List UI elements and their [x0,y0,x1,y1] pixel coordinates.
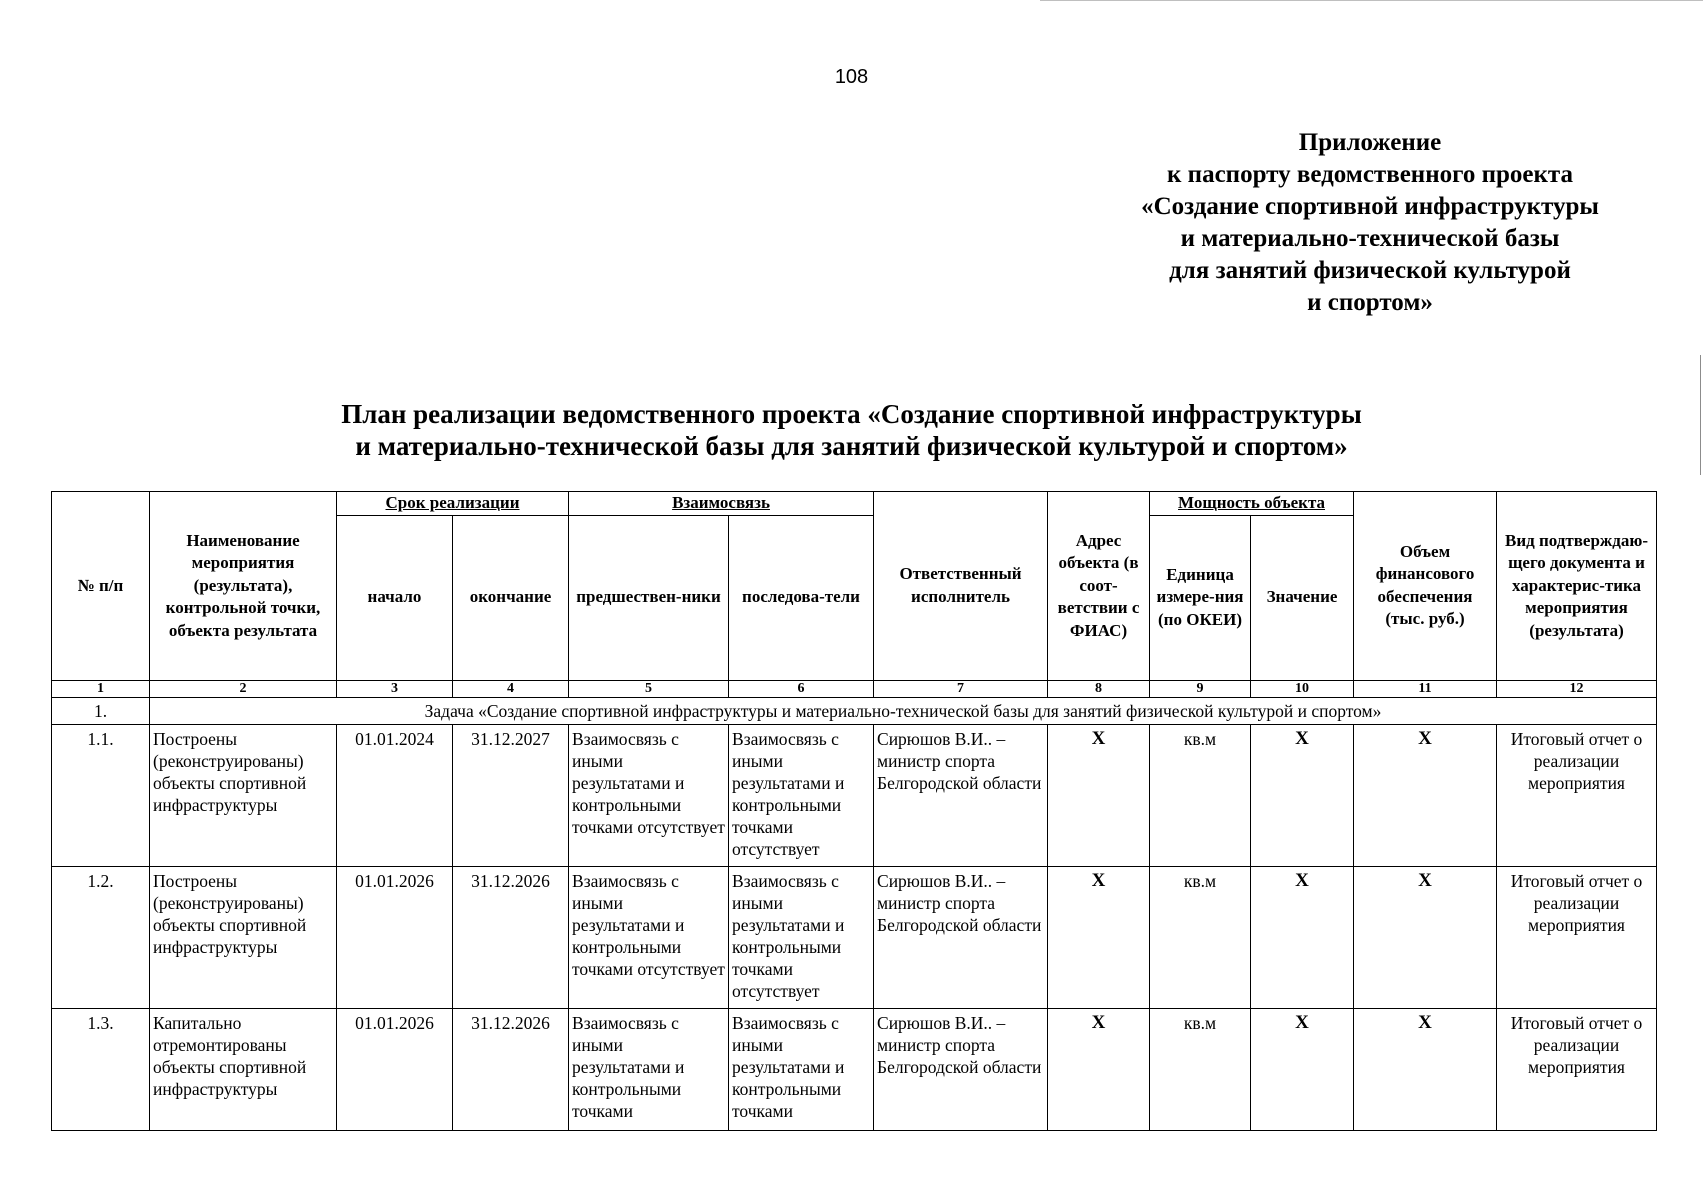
header-row-group [52,492,1657,516]
plan-title-line: План реализации ведомственного проекта «Создание спортивной инфраструктуры [341,399,1362,429]
cell-start: 01.01.2026 [337,1008,453,1130]
top-edge-rule [1040,0,1703,1]
column-number: 9 [1150,680,1251,697]
header-address: Адрес объекта (в соот-ветствии с ФИАС) [1048,492,1150,681]
column-number: 10 [1251,680,1354,697]
cell-name: Построены (реконструированы) объекты спортивной инфраструктуры [150,724,337,866]
header-finance: Объем финансового обеспечения (тыс. руб.) [1354,492,1497,681]
cell-predecessors: Взаимосвязь с иными результатами и контрольными точками отсутствует [569,866,729,1008]
appendix-line: и материально-технической базы [1180,225,1560,252]
column-number: 11 [1354,680,1497,697]
header-responsible: Ответственный исполнитель [874,492,1048,681]
appendix-caption [1060,127,1680,319]
column-number: 4 [453,680,569,697]
header-capacity: Мощность объекта [1150,492,1354,516]
cell-no: 1.2. [52,866,150,1008]
cell-name: Построены (реконструированы) объекты спортивной инфраструктуры [150,866,337,1008]
cell-name: Капитально отремонтированы объекты спортивной инфраструктуры [150,1008,337,1130]
appendix-line: Приложение [1298,129,1442,156]
cell-address: Х [1048,724,1150,866]
cell-doc: Итоговый отчет о реализации мероприятия [1497,1008,1657,1130]
appendix-line: и спортом» [1307,289,1433,316]
cell-responsible: Сирюшов В.И.. – министр спорта Белгородской области [874,1008,1048,1130]
appendix-line: для занятий физической культурой [1169,257,1571,284]
cell-unit: кв.м [1150,724,1251,866]
cell-doc: Итоговый отчет о реализации мероприятия [1497,724,1657,866]
header-end: окончание [453,515,569,680]
cell-predecessors: Взаимосвязь с иными результатами и контрольными точками [569,1008,729,1130]
implementation-plan-table [51,491,1657,1131]
cell-finance: Х [1354,866,1497,1008]
header-value: Значение [1251,515,1354,680]
header-link: Взаимосвязь [569,492,874,516]
table-row [52,724,1657,866]
cell-value: Х [1251,724,1354,866]
cell-finance: Х [1354,1008,1497,1130]
cell-successors: Взаимосвязь с иными результатами и контрольными точками отсутствует [729,724,874,866]
header-start: начало [337,515,453,680]
cell-address: Х [1048,866,1150,1008]
header-doc: Вид подтверждаю-щего документа и характерис-тика мероприятия (результата) [1497,492,1657,681]
table-row [52,1008,1657,1130]
plan-title [0,398,1703,462]
cell-responsible: Сирюшов В.И.. – министр спорта Белгородской области [874,724,1048,866]
column-number: 12 [1497,680,1657,697]
column-number: 6 [729,680,874,697]
cell-doc: Итоговый отчет о реализации мероприятия [1497,866,1657,1008]
plan-title-line: и материально-технической базы для занятий физической культурой и спортом» [355,431,1348,461]
appendix-line: «Создание спортивной инфраструктуры [1141,193,1599,220]
cell-responsible: Сирюшов В.И.. – министр спорта Белгородской области [874,866,1048,1008]
page-number: 108 [834,66,869,88]
cell-successors: Взаимосвязь с иными результатами и контрольными точками [729,1008,874,1130]
cell-predecessors: Взаимосвязь с иными результатами и контрольными точками отсутствует [569,724,729,866]
task-number: 1. [52,697,150,724]
cell-successors: Взаимосвязь с иными результатами и контрольными точками отсутствует [729,866,874,1008]
cell-end: 31.12.2027 [453,724,569,866]
task-text: Задача «Создание спортивной инфраструктуры и материально-технической базы для занятий физической культурой и спортом» [150,697,1657,724]
header-period: Срок реализации [337,492,569,516]
appendix-line: к паспорту ведомственного проекта [1167,161,1573,188]
column-number: 8 [1048,680,1150,697]
cell-start: 01.01.2026 [337,866,453,1008]
header-predecessors: предшествен-ники [569,515,729,680]
column-number: 7 [874,680,1048,697]
header-successors: последова-тели [729,515,874,680]
header-name: Наименование мероприятия (результата), контрольной точки, объекта результата [150,492,337,681]
cell-unit: кв.м [1150,1008,1251,1130]
cell-no: 1.1. [52,724,150,866]
cell-value: Х [1251,1008,1354,1130]
table-row [52,866,1657,1008]
cell-no: 1.3. [52,1008,150,1130]
cell-unit: кв.м [1150,866,1251,1008]
cell-value: Х [1251,866,1354,1008]
cell-finance: Х [1354,724,1497,866]
cell-start: 01.01.2024 [337,724,453,866]
column-number: 2 [150,680,337,697]
column-number: 1 [52,680,150,697]
task-row [52,697,1657,724]
cell-end: 31.12.2026 [453,866,569,1008]
column-number: 3 [337,680,453,697]
column-number-row [52,680,1657,697]
column-number: 5 [569,680,729,697]
cell-end: 31.12.2026 [453,1008,569,1130]
header-unit: Единица измере-ния (по ОКЕИ) [1150,515,1251,680]
header-no: № п/п [52,492,150,681]
cell-address: Х [1048,1008,1150,1130]
